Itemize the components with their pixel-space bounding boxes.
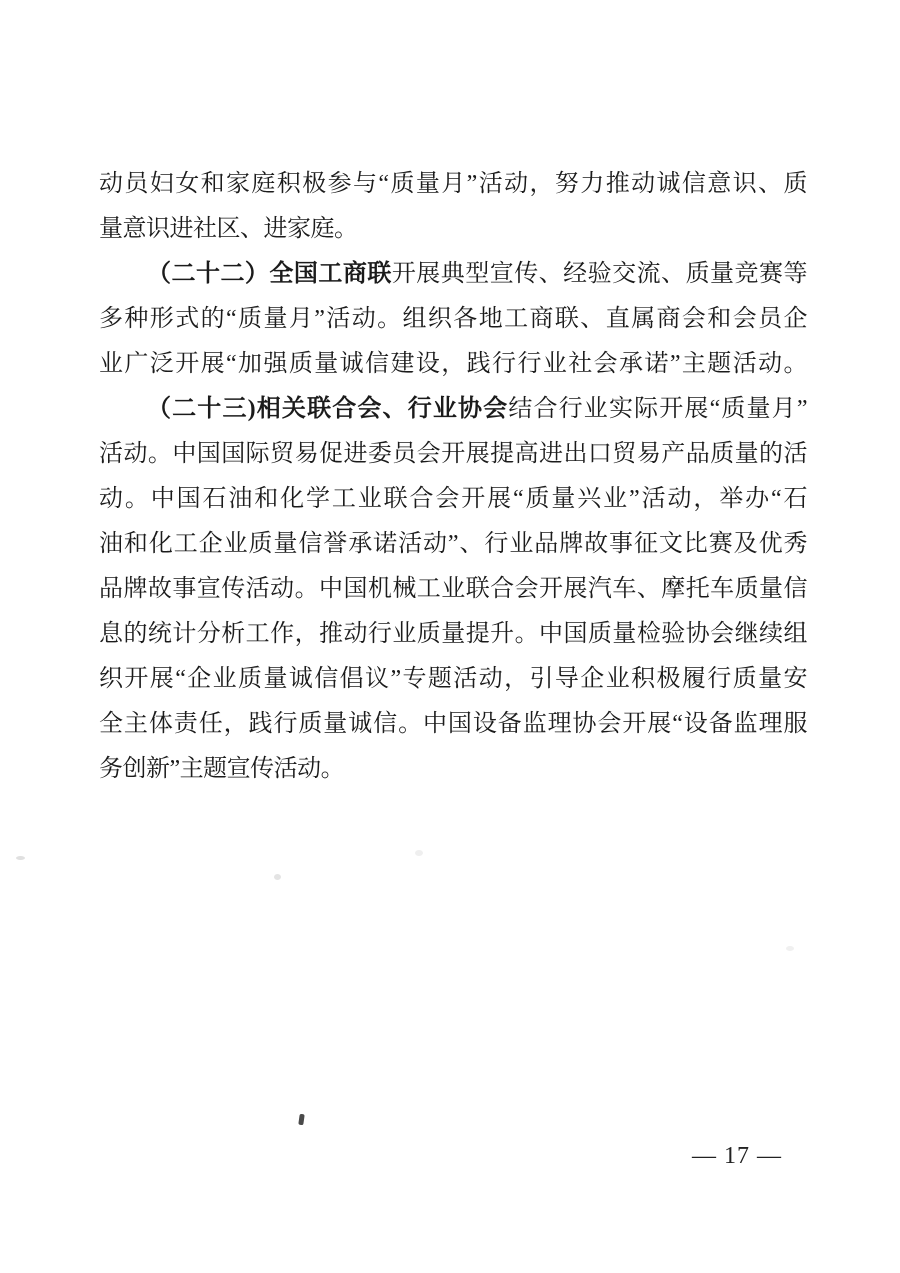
- text-segment: 活动。中国国际贸易促进委员会开展提高进出口贸易产品质量的活: [99, 441, 807, 467]
- text-segment: 油和化工企业质量信誉承诺活动”、行业品牌故事征文比赛及优秀: [99, 531, 807, 557]
- scan-artifact: [16, 856, 25, 860]
- text-line: [99, 657, 807, 702]
- text-line: [99, 207, 807, 252]
- text-line: [99, 342, 807, 387]
- text-line: [99, 432, 807, 477]
- document-body: [99, 162, 807, 792]
- text-line: [99, 162, 807, 207]
- text-segment: 动。中国石油和化学工业联合会开展“质量兴业”活动，举办“石: [99, 486, 807, 512]
- text-segment: 全主体责任，践行质量诚信。中国设备监理协会开展“设备监理服: [99, 711, 807, 737]
- text-line: [99, 702, 807, 747]
- text-line: [99, 252, 807, 297]
- text-segment: 务创新”主题宣传活动。: [99, 756, 345, 782]
- text-segment: 动员妇女和家庭积极参与“质量月”活动，努力推动诚信意识、质: [99, 171, 807, 197]
- text-segment: 量意识进社区、进家庭。: [99, 216, 358, 242]
- text-segment: 品牌故事宣传活动。中国机械工业联合会开展汽车、摩托车质量信: [99, 576, 807, 602]
- scan-artifact: [786, 946, 794, 951]
- text-segment: 织开展“企业质量诚信倡议”专题活动，引导企业积极履行质量安: [99, 666, 807, 692]
- bold-text-segment: （二十二）全国工商联: [147, 261, 392, 287]
- text-line: [99, 297, 807, 342]
- page-number: — 17 —: [692, 1143, 782, 1169]
- text-line: [99, 522, 807, 567]
- text-segment: 开展典型宣传、经验交流、质量竞赛等: [391, 261, 808, 287]
- bold-text-segment: （二十三)相关联合会、行业协会: [147, 396, 509, 422]
- text-line: [99, 387, 807, 432]
- text-line: [99, 747, 807, 792]
- scan-artifact: [274, 874, 281, 880]
- text-segment: 业广泛开展“加强质量诚信建设，践行行业社会承诺”主题活动。: [99, 351, 807, 377]
- text-segment: 结合行业实际开展“质量月”: [508, 396, 807, 422]
- text-line: [99, 477, 807, 522]
- text-line: [99, 567, 807, 612]
- text-segment: 多种形式的“质量月”活动。组织各地工商联、直属商会和会员企: [99, 306, 807, 332]
- text-segment: 息的统计分析工作，推动行业质量提升。中国质量检验协会继续组: [99, 621, 807, 647]
- scan-artifact: [298, 1114, 304, 1126]
- text-line: [99, 612, 807, 657]
- scan-artifact: [415, 850, 423, 856]
